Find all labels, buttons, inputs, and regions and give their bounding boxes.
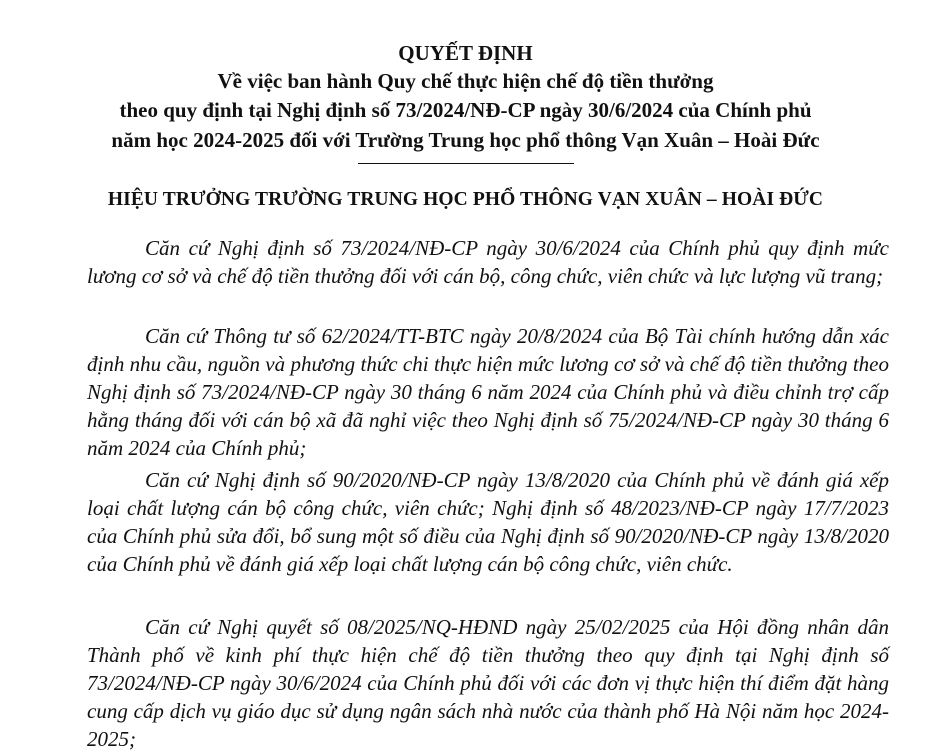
subtitle-line-3: năm học 2024-2025 đối với Trường Trung học phổ thông Vạn Xuân – Hoài Đức bbox=[111, 128, 820, 152]
legal-basis-paragraph-4: Căn cứ Nghị quyết số 08/2025/NQ-HĐND ngày 25/02/2025 của Hội đồng nhân dân Thành phố về kinh phí thực hiện chế độ tiền thưởng theo quy định tại Nghị định số 73/2024/NĐ-CP ngày 30/6/2024 của Chính phủ đối với các đơn vị thực hiện thí điểm đặt hàng cung cấp dịch vụ giáo dục sử dụng ngân sách nhà nước của thành phố Hà Nội năm học 2024-2025; bbox=[87, 615, 889, 751]
legal-basis-paragraph-2: Căn cứ Thông tư số 62/2024/TT-BTC ngày 20/8/2024 của Bộ Tài chính hướng dẫn xác định nhu cầu, nguồn và phương thức chi thực hiện mức lương cơ sở và chế độ tiền thưởng theo Nghị định số 73/2024/NĐ-CP ngày 30 tháng 6 năm 2024 của Chính phủ và điều chỉnh trợ cấp hằng tháng đối với cán bộ xã đã nghỉ việc theo Nghị định số 75/2024/NĐ-CP ngày 30 tháng 6 năm 2024 của Chính phủ; bbox=[87, 324, 889, 460]
subtitle-line-1: Về việc ban hành Quy chế thực hiện chế độ tiền thưởng bbox=[217, 69, 714, 93]
issuing-authority: HIỆU TRƯỞNG TRƯỜNG TRUNG HỌC PHỔ THÔNG VẠN XUÂN – HOÀI ĐỨC bbox=[107, 189, 824, 210]
legal-basis-paragraph-1: Căn cứ Nghị định số 73/2024/NĐ-CP ngày 30/6/2024 của Chính phủ quy định mức lương cơ sở và chế độ tiền thưởng đối với cán bộ, công chức, viên chức và lực lượng vũ trang; bbox=[87, 236, 889, 288]
title-divider bbox=[358, 163, 574, 164]
document-title: QUYẾT ĐỊNH bbox=[398, 41, 533, 65]
legal-basis-paragraph-3: Căn cứ Nghị định số 90/2020/NĐ-CP ngày 13/8/2020 của Chính phủ về đánh giá xếp loại chất lượng cán bộ công chức, viên chức; Nghị định số 48/2023/NĐ-CP ngày 17/7/2023 của Chính phủ sửa đổi, bổ sung một số điều của Nghị định số 90/2020/NĐ-CP ngày 13/8/2020 của Chính phủ về đánh giá xếp loại chất lượng cán bộ công chức, viên chức. bbox=[87, 468, 889, 576]
subtitle-line-2: theo quy định tại Nghị định số 73/2024/NĐ-CP ngày 30/6/2024 của Chính phủ bbox=[119, 98, 812, 122]
